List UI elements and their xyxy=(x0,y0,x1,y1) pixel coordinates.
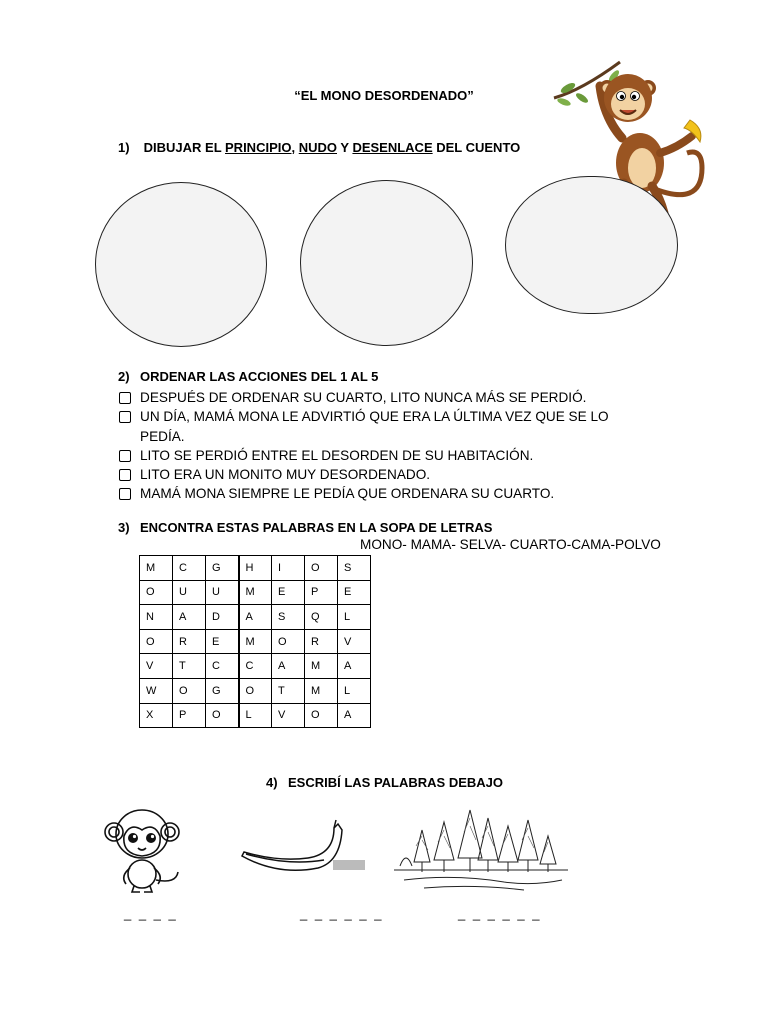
grid-cell[interactable]: M xyxy=(239,580,272,605)
grid-cell[interactable]: A xyxy=(239,605,272,630)
action-text: MAMÁ MONA SIEMPRE LE PEDÍA QUE ORDENARA SU CUARTO. xyxy=(140,486,555,502)
grid-cell[interactable]: I xyxy=(272,556,305,581)
action-text: LITO ERA UN MONITO MUY DESORDENADO. xyxy=(140,467,431,483)
grid-cell[interactable]: U xyxy=(173,580,206,605)
grid-cell[interactable]: H xyxy=(239,556,272,581)
grid-cell[interactable]: W xyxy=(140,678,173,703)
grid-row xyxy=(140,703,371,728)
section3-number: 3) xyxy=(118,520,130,535)
grid-cell[interactable]: C xyxy=(206,654,239,679)
grid-cell[interactable]: P xyxy=(305,580,338,605)
grid-cell[interactable]: E xyxy=(272,580,305,605)
grid-cell[interactable]: V xyxy=(272,703,305,728)
grid-cell[interactable]: M xyxy=(305,654,338,679)
grid-cell[interactable]: O xyxy=(206,703,239,728)
order-checkbox[interactable] xyxy=(119,450,131,462)
answer-blank-selva[interactable]: _ _ _ _ _ _ xyxy=(458,906,542,921)
drawing-circle-principio[interactable] xyxy=(95,182,267,347)
section4-heading xyxy=(266,775,503,790)
grid-row xyxy=(140,605,371,630)
word-nudo: NUDO xyxy=(298,140,337,155)
grid-cell[interactable]: O xyxy=(305,703,338,728)
grid-cell[interactable]: N xyxy=(140,605,173,630)
grid-cell[interactable]: G xyxy=(206,556,239,581)
action-text: DESPUÉS DE ORDENAR SU CUARTO, LITO NUNCA MÁS SE PERDIÓ. xyxy=(140,390,587,405)
section1-text-c: Y xyxy=(337,140,353,155)
grid-cell[interactable]: R xyxy=(173,629,206,654)
action-item xyxy=(118,407,678,446)
grid-cell[interactable]: O xyxy=(173,678,206,703)
section2-number: 2) xyxy=(118,369,130,384)
order-checkbox[interactable] xyxy=(119,411,131,423)
grid-cell[interactable]: E xyxy=(338,580,371,605)
order-checkbox[interactable] xyxy=(119,488,131,500)
actions-list xyxy=(118,388,678,504)
forest-outline-image xyxy=(394,800,568,896)
section1-text-d: DEL CUENTO xyxy=(432,140,521,155)
grid-cell[interactable]: T xyxy=(272,678,305,703)
monkey-outline-image xyxy=(100,806,184,892)
grid-cell[interactable]: O xyxy=(239,678,272,703)
section1-text-a: DIBUJAR EL xyxy=(143,140,226,155)
section2-heading xyxy=(118,369,378,384)
grid-cell[interactable]: G xyxy=(206,678,239,703)
grid-row xyxy=(140,556,371,581)
section1-text-b: , xyxy=(291,140,299,155)
grid-cell[interactable]: A xyxy=(338,654,371,679)
grid-cell[interactable]: A xyxy=(173,605,206,630)
grid-cell[interactable]: O xyxy=(140,580,173,605)
grid-cell[interactable]: M xyxy=(140,556,173,581)
grid-cell[interactable]: S xyxy=(272,605,305,630)
grid-row xyxy=(140,654,371,679)
answer-blank-mono[interactable]: _ _ _ _ xyxy=(124,906,178,921)
section1-heading xyxy=(118,140,520,155)
grid-row xyxy=(140,629,371,654)
banana-outline-image xyxy=(238,818,368,878)
order-checkbox[interactable] xyxy=(119,469,131,481)
drawing-circle-desenlace[interactable] xyxy=(505,176,678,314)
action-text: UN DÍA, MAMÁ MONA LE ADVIRTIÓ QUE ERA LA ÚLTIMA VEZ QUE SE LO PEDÍA. xyxy=(140,409,609,444)
section3-title: ENCONTRA ESTAS PALABRAS EN LA SOPA DE LETRAS xyxy=(140,520,493,535)
section4-number: 4) xyxy=(266,775,278,790)
word-principio: PRINCIPIO xyxy=(225,140,292,155)
grid-row xyxy=(140,580,371,605)
action-text: LITO SE PERDIÓ ENTRE EL DESORDEN DE SU HABITACIÓN. xyxy=(140,447,534,463)
word-list: MONO- MAMA- SELVA- CUARTO-CAMA-POLVO xyxy=(360,537,661,552)
grid-cell[interactable]: V xyxy=(140,654,173,679)
grid-cell[interactable]: Q xyxy=(305,605,338,630)
page-title: “EL MONO DESORDENADO” xyxy=(294,88,474,103)
grid-cell[interactable]: P xyxy=(173,703,206,728)
grid-cell[interactable]: O xyxy=(272,629,305,654)
grid-cell[interactable]: U xyxy=(206,580,239,605)
grid-cell[interactable]: O xyxy=(140,629,173,654)
grid-cell[interactable]: V xyxy=(338,629,371,654)
grid-cell[interactable]: T xyxy=(173,654,206,679)
action-item xyxy=(118,388,678,407)
order-checkbox[interactable] xyxy=(119,392,131,404)
grid-cell[interactable]: D xyxy=(206,605,239,630)
grid-cell[interactable]: M xyxy=(239,629,272,654)
grid-cell[interactable]: E xyxy=(206,629,239,654)
grid-cell[interactable]: L xyxy=(338,605,371,630)
section2-title: ORDENAR LAS ACCIONES DEL 1 AL 5 xyxy=(140,369,379,384)
section4-title: ESCRIBÍ LAS PALABRAS DEBAJO xyxy=(288,775,504,790)
section3-heading xyxy=(118,520,492,535)
word-search-grid xyxy=(139,555,371,728)
grid-cell[interactable]: A xyxy=(272,654,305,679)
word-desenlace: DESENLACE xyxy=(352,140,433,155)
action-item xyxy=(118,465,678,484)
grid-cell[interactable]: L xyxy=(338,678,371,703)
grid-cell[interactable]: L xyxy=(239,703,272,728)
grid-cell[interactable]: O xyxy=(305,556,338,581)
drawing-circle-nudo[interactable] xyxy=(300,180,473,346)
grid-cell[interactable]: C xyxy=(173,556,206,581)
grid-row xyxy=(140,678,371,703)
section1-number: 1) xyxy=(118,140,130,155)
grid-cell[interactable]: M xyxy=(305,678,338,703)
action-item xyxy=(118,484,678,503)
grid-cell[interactable]: A xyxy=(338,703,371,728)
grid-cell[interactable]: R xyxy=(305,629,338,654)
grid-cell[interactable]: X xyxy=(140,703,173,728)
grid-cell[interactable]: S xyxy=(338,556,371,581)
answer-blank-banana[interactable]: _ _ _ _ _ _ xyxy=(300,906,384,921)
action-item xyxy=(118,446,678,465)
grid-cell[interactable]: C xyxy=(239,654,272,679)
